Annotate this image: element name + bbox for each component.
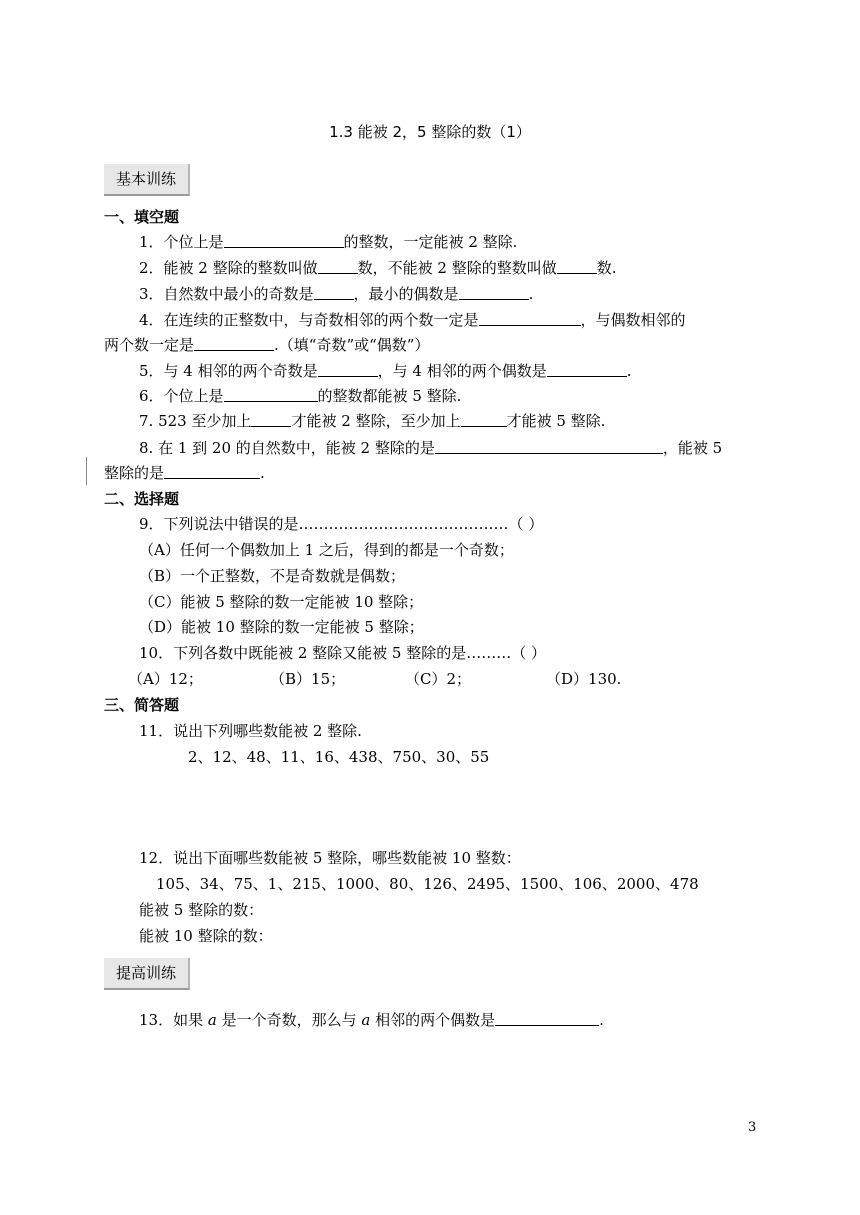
answer-blank[interactable] [318, 258, 358, 274]
option-c[interactable]: （C）2； [405, 670, 472, 688]
option-b[interactable]: （B）一个正整数，不是奇数就是偶数； [139, 567, 406, 585]
option-a[interactable]: （A）任何一个偶数加上 1 之后，得到的都是一个奇数； [139, 541, 514, 559]
option-a[interactable]: （A）12； [128, 670, 203, 688]
question-4-continued: 两个数一定是 .（填“奇数”或“偶数”） [104, 336, 430, 354]
answer-blank[interactable] [224, 386, 318, 402]
option-d[interactable]: （D）能被 10 整除的数一定能被 5 整除； [139, 618, 424, 636]
answer-label-by-10: 能被 10 整除的数： [139, 927, 273, 945]
question-8: 8. 在 1 到 20 的自然数中，能被 2 整除的是 ，能被 5 [139, 439, 723, 457]
answer-blank[interactable] [164, 463, 260, 479]
answer-blank[interactable] [461, 411, 507, 427]
heading-choice: 二、选择题 [104, 490, 180, 508]
option-b[interactable]: （B）15； [270, 670, 346, 688]
section-label-advanced: 提高训练 [104, 958, 190, 990]
answer-blank[interactable] [251, 411, 291, 427]
answer-blank[interactable] [224, 232, 344, 248]
margin-mark [86, 457, 87, 485]
number-list: 2、12、48、11、16、438、750、30、55 [188, 748, 490, 766]
question-13: 13．如果 a 是一个奇数，那么与 a 相邻的两个偶数是 . [139, 1011, 604, 1029]
answer-label-by-5: 能被 5 整除的数： [139, 901, 264, 919]
answer-blank[interactable] [318, 361, 378, 377]
answer-blank[interactable] [557, 258, 597, 274]
answer-blank[interactable] [194, 335, 274, 351]
question-2: 2．能被 2 整除的整数叫做 数，不能被 2 整除的整数叫做 数. [139, 259, 617, 277]
question-6: 6．个位上是 的整数都能被 5 整除. [139, 387, 462, 405]
page-title: 1.3 能被 2，5 整除的数（1） [329, 123, 531, 141]
question-3: 3．自然数中最小的奇数是 ，最小的偶数是 . [139, 285, 534, 303]
heading-fill-in: 一、填空题 [104, 208, 180, 226]
question-4: 4．在连续的正整数中，与奇数相邻的两个数一定是 ，与偶数相邻的 [139, 311, 686, 329]
question-7: 7. 523 至少加上 才能被 2 整除，至少加上 才能被 5 整除. [139, 412, 606, 430]
answer-blank[interactable] [495, 1010, 599, 1026]
answer-blank[interactable] [314, 284, 354, 300]
question-10: 10．下列各数中既能被 2 整除又能被 5 整除的是………（ ） [139, 644, 547, 662]
question-11: 11．说出下列哪些数能被 2 整除. [139, 722, 362, 740]
answer-blank[interactable] [547, 361, 627, 377]
question-5: 5．与 4 相邻的两个奇数是 ，与 4 相邻的两个偶数是 . [139, 362, 632, 380]
option-c[interactable]: （C）能被 5 整除的数一定能被 10 整除； [139, 593, 424, 611]
option-d[interactable]: （D）130. [546, 670, 622, 688]
question-8-continued: 整除的是 . [104, 464, 265, 482]
page-number: 3 [748, 1120, 757, 1135]
question-9: 9．下列说法中错误的是……………………………………（ ） [139, 515, 544, 533]
question-12: 12．说出下面哪些数能被 5 整除，哪些数能被 10 整数： [139, 849, 521, 867]
heading-short-answer: 三、简答题 [104, 696, 180, 714]
question-1: 1．个位上是 的整数，一定能被 2 整除. [139, 233, 518, 251]
section-label-basic: 基本训练 [104, 164, 190, 196]
number-list: 105、34、75、1、215、1000、80、126、2495、1500、106、2000、478 [156, 875, 699, 893]
answer-blank[interactable] [459, 284, 529, 300]
answer-blank[interactable] [435, 438, 663, 454]
answer-blank[interactable] [479, 310, 581, 326]
